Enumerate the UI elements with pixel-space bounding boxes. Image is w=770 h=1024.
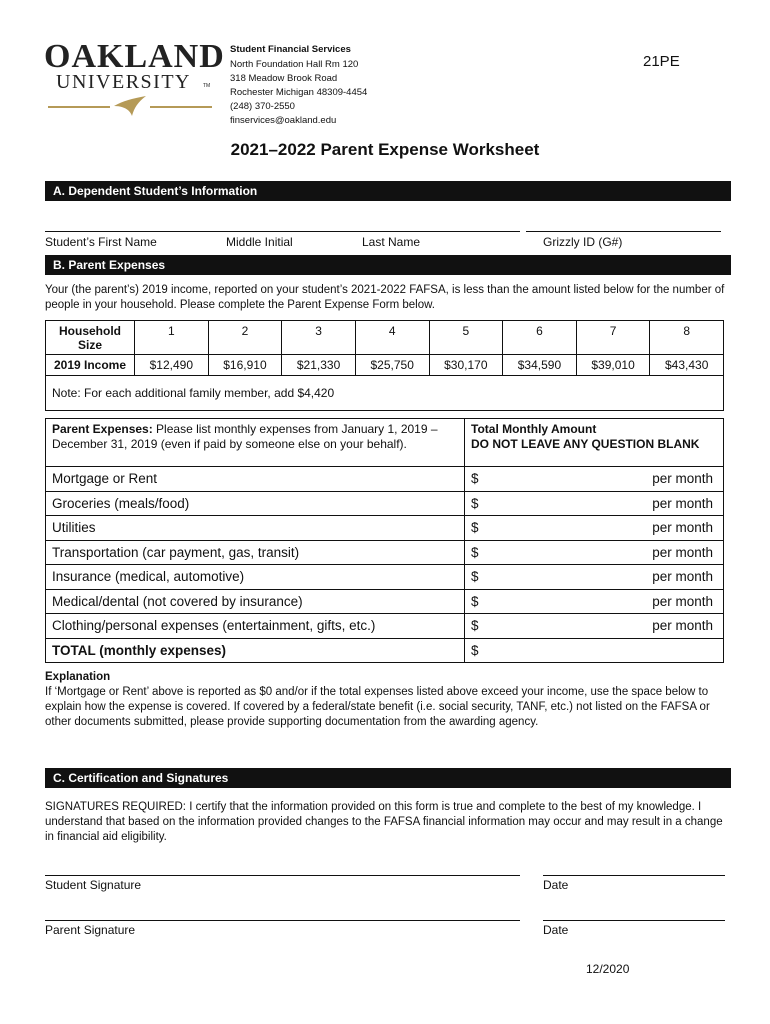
logo-rule-left bbox=[48, 106, 110, 108]
section-a-heading-text: A. Dependent Student’s Information bbox=[53, 184, 258, 198]
currency-symbol: $ bbox=[471, 593, 479, 609]
parent-signature-label: Parent Signature bbox=[45, 923, 136, 937]
date-label: Date bbox=[543, 923, 569, 937]
household-size-cell: 5 bbox=[429, 321, 503, 355]
logo-wordmark-oakland: OAKLAND bbox=[44, 38, 225, 75]
table-row bbox=[46, 614, 724, 639]
per-month-label: per month bbox=[652, 471, 713, 486]
currency-symbol: $ bbox=[471, 618, 479, 634]
expense-label: Mortgage or Rent bbox=[46, 467, 465, 492]
per-month-label: per month bbox=[652, 593, 713, 609]
table-row bbox=[46, 467, 724, 492]
table-row bbox=[46, 589, 724, 614]
expense-header-text: Please list monthly expenses from January 1, 2019 – December 31, 2019 (even if paid by someone else on your behalf). bbox=[52, 422, 438, 451]
currency-symbol: $ bbox=[471, 544, 479, 560]
explanation-text: If ‘Mortgage or Rent’ above is reported as $0 and/or if the total expenses listed above exceed your income, use the space below to explain how the expense is covered. If covered by a federal/state benefit (i.e. social security, TANF, etc.) not listed on the FAFSA or other documents submitted, please provide supporting documentation from the awarding agency. bbox=[45, 686, 710, 728]
household-size-header: Household Size bbox=[46, 321, 135, 355]
expense-label: Transportation (car payment, gas, transit) bbox=[46, 540, 465, 565]
per-month-label: per month bbox=[652, 495, 713, 511]
section-a-heading bbox=[45, 181, 731, 201]
table-row bbox=[46, 540, 724, 565]
explanation-heading: Explanation bbox=[45, 671, 111, 683]
do-not-leave-blank-warning: DO NOT LEAVE ANY QUESTION BLANK bbox=[471, 437, 700, 451]
table-row bbox=[46, 491, 724, 516]
per-month-label: per month bbox=[652, 520, 713, 535]
insurance-amount-field[interactable] bbox=[465, 565, 724, 590]
income-cell: $30,170 bbox=[429, 355, 503, 376]
total-monthly-amount-header: Total Monthly Amount bbox=[471, 422, 597, 436]
student-signature-field[interactable] bbox=[45, 875, 520, 876]
first-name-label: Student’s First Name bbox=[45, 235, 157, 249]
income-cell: $34,590 bbox=[503, 355, 577, 376]
parent-signature-field[interactable] bbox=[45, 920, 520, 921]
household-size-cell: 6 bbox=[503, 321, 577, 355]
date-label: Date bbox=[543, 878, 569, 892]
page-title: 2021–2022 Parent Expense Worksheet bbox=[230, 140, 540, 159]
expense-label: Utilities bbox=[46, 516, 465, 541]
student-name-field[interactable] bbox=[45, 231, 520, 232]
parent-date-field[interactable] bbox=[543, 920, 725, 921]
mortgage-amount-field[interactable] bbox=[465, 467, 724, 492]
expense-header-bold: Parent Expenses: bbox=[52, 422, 153, 436]
phone-number: (248) 370-2550 bbox=[230, 101, 295, 112]
footer-revision-date: 12/2020 bbox=[586, 962, 630, 976]
currency-symbol: $ bbox=[471, 569, 479, 585]
certification-text: SIGNATURES REQUIRED: I certify that the information provided on this form is true and complete to the best of my knowledge. I understand that based on the information provided changes to the FAFSA financial information may occur and may result in a change in financial aid eligibility. bbox=[45, 801, 723, 843]
office-name: Student Financial Services bbox=[230, 44, 351, 55]
income-threshold-table bbox=[45, 320, 724, 411]
grizzly-id-field[interactable] bbox=[526, 231, 721, 232]
groceries-amount-field[interactable] bbox=[465, 491, 724, 516]
household-size-cell: 4 bbox=[355, 321, 429, 355]
income-cell: $39,010 bbox=[576, 355, 650, 376]
household-size-cell: 7 bbox=[576, 321, 650, 355]
income-header: 2019 Income bbox=[46, 355, 135, 376]
table-row-total bbox=[46, 638, 724, 663]
per-month-label: per month bbox=[652, 618, 713, 633]
household-size-cell: 3 bbox=[282, 321, 356, 355]
middle-initial-label: Middle Initial bbox=[226, 235, 293, 249]
grizzly-claw-icon bbox=[112, 94, 148, 118]
expense-label: Insurance (medical, automotive) bbox=[46, 565, 465, 590]
household-size-cell: 8 bbox=[650, 321, 724, 355]
income-cell: $43,430 bbox=[650, 355, 724, 376]
medical-amount-field[interactable] bbox=[465, 589, 724, 614]
student-date-field[interactable] bbox=[543, 875, 725, 876]
parent-expense-table bbox=[45, 418, 724, 663]
table-row bbox=[46, 565, 724, 590]
per-month-label: per month bbox=[652, 544, 713, 560]
expense-label: Medical/dental (not covered by insurance) bbox=[46, 589, 465, 614]
form-code: 21PE bbox=[643, 53, 680, 70]
logo-wordmark-university: UNIVERSITY bbox=[56, 71, 191, 93]
currency-symbol: $ bbox=[471, 642, 479, 658]
expense-label: Groceries (meals/food) bbox=[46, 491, 465, 516]
section-b-intro: Your (the parent’s) 2019 income, reported on your student’s 2021-2022 FAFSA, is less than the amount listed below for the number of people in your household. Please complete the Parent Expense Form below. bbox=[45, 284, 725, 311]
total-label: TOTAL (monthly expenses) bbox=[46, 638, 465, 663]
grizzly-id-label: Grizzly ID (G#) bbox=[543, 235, 623, 249]
total-amount-field[interactable] bbox=[465, 638, 724, 663]
section-c-heading bbox=[45, 768, 731, 788]
expense-label: Clothing/personal expenses (entertainment, gifts, etc.) bbox=[46, 614, 465, 639]
address-line: North Foundation Hall Rm 120 bbox=[230, 59, 359, 70]
income-cell: $12,490 bbox=[135, 355, 209, 376]
section-b-heading bbox=[45, 255, 731, 275]
student-signature-label: Student Signature bbox=[45, 878, 142, 892]
income-cell: $16,910 bbox=[208, 355, 282, 376]
income-cell: $25,750 bbox=[355, 355, 429, 376]
explanation-input-area[interactable] bbox=[45, 737, 727, 767]
transportation-amount-field[interactable] bbox=[465, 540, 724, 565]
address-line: 318 Meadow Brook Road bbox=[230, 73, 338, 84]
income-cell: $21,330 bbox=[282, 355, 356, 376]
currency-symbol: $ bbox=[471, 520, 479, 536]
address-line: Rochester Michigan 48309-4454 bbox=[230, 87, 368, 98]
section-c-heading-text: C. Certification and Signatures bbox=[53, 771, 229, 785]
email-address: finservices@oakland.edu bbox=[230, 115, 337, 126]
income-note: Note: For each additional family member, add $4,420 bbox=[46, 376, 724, 411]
expense-header-right bbox=[465, 419, 724, 467]
household-size-cell: 1 bbox=[135, 321, 209, 355]
currency-symbol: $ bbox=[471, 495, 479, 511]
utilities-amount-field[interactable] bbox=[465, 516, 724, 541]
currency-symbol: $ bbox=[471, 471, 479, 487]
logo-rule-right bbox=[150, 106, 212, 108]
last-name-label: Last Name bbox=[362, 235, 421, 249]
table-row bbox=[46, 516, 724, 541]
clothing-amount-field[interactable] bbox=[465, 614, 724, 639]
section-b-heading-text: B. Parent Expenses bbox=[53, 258, 166, 272]
per-month-label: per month bbox=[652, 569, 713, 584]
logo-trademark: TM bbox=[203, 83, 211, 89]
expense-header-left bbox=[46, 419, 465, 467]
household-size-cell: 2 bbox=[208, 321, 282, 355]
